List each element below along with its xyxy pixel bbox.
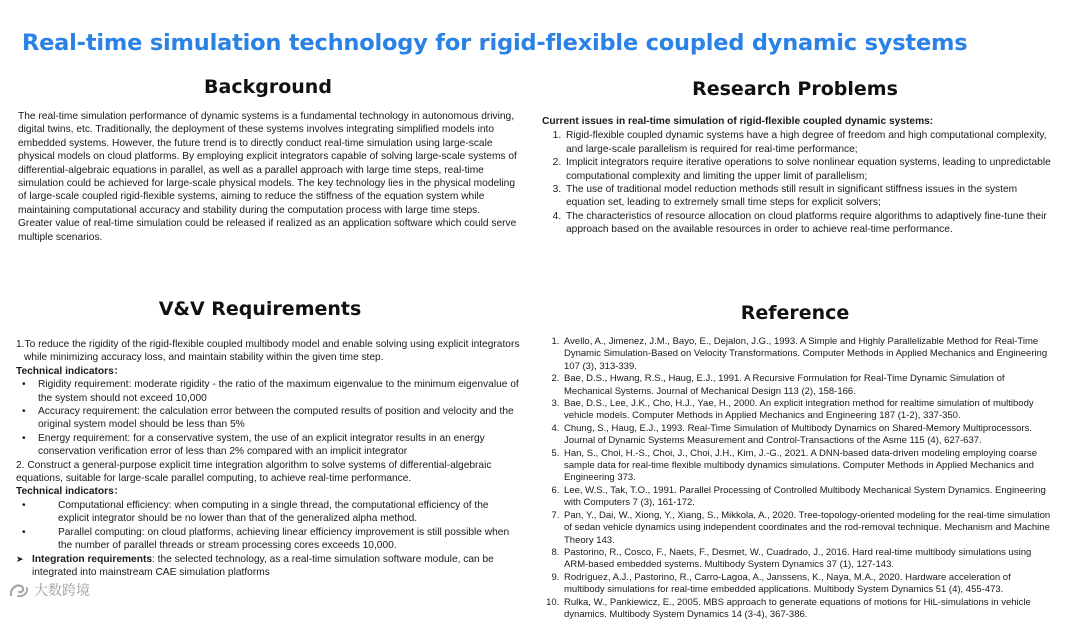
background-paragraph-2: Greater value of real-time simulation could be released if realized as an application software which could serve multiple scenarios. <box>18 218 517 243</box>
vv-heading: V&V Requirements <box>158 298 362 320</box>
reference-item: 2. Bae, D.S., Hwang, R.S., Haug, E.J., 1991. A Recursive Formulation for Real-Time Dynamic Simulation of Mechanical Systems. Journal of Mechanical Design 113 (2), 158-166. <box>562 373 1052 398</box>
list-item: • Energy requirement: for a conservative system, the use of an explicit integrator results in an energy conservation verification error of less than 2% compared with an implicit integrator <box>38 432 522 459</box>
list-item: • Rigidity requirement: moderate rigidity - the ratio of the maximum eigenvalue to the minimum eigenvalue of the system should not exceed 10,000 <box>38 378 522 405</box>
reference-item: 6. Lee, W.S., Tak, T.O., 1991. Parallel Processing of Controlled Multibody Mechanical System Dynamics. Engineering with Computers 7 (3), 161-172. <box>562 485 1052 510</box>
list-item: 4. The characteristics of resource allocation on cloud platforms require algorithms to adaptively fine-tune their approach based on the available resources in order to achieve real-time performance. <box>564 210 1052 237</box>
page-title: Real-time simulation technology for rigid-flexible coupled dynamic systems <box>22 30 968 56</box>
integration-requirements <box>16 553 522 580</box>
brand-swirl-icon <box>8 581 30 599</box>
reference-heading: Reference <box>740 302 850 324</box>
list-item: 3. The use of traditional model reduction methods still result in significant stiffness issues in the system equation set, leading to extremely small time steps for explicit solvers; <box>564 183 1052 210</box>
research-problems-heading: Research Problems <box>692 78 898 100</box>
reference-item: 7. Pan, Y., Dai, W., Xiong, Y., Xiang, S., Mikkola, A., 2020. Tree-topology-oriented modeling for the real-time simulation of sedan vehicle dynamics using independent coordinates and the rod-removal technique. Mechanism and Machine Theory 143. <box>562 510 1052 547</box>
integration-text: : the selected technology, as a real-time simulation software module, can be integrated into mainstream CAE simulation platforms <box>32 553 494 578</box>
arrow-bullet-icon: ➤ <box>16 553 24 564</box>
background-section <box>18 110 520 244</box>
reference-section <box>540 336 1052 621</box>
reference-item: 1. Avello, A., Jimenez, J.M., Bayo, E., Dejalon, J.G., 1993. A Simple and Highly Parallelizable Method for Real-Time Dynamic Simulation-Based on Velocity Transformations. Computer Methods in Applied Mechanics and Engineering 107 (3), 313-339. <box>562 336 1052 373</box>
background-heading: Background <box>204 76 332 98</box>
list-item: 2. Implicit integrators require iterative operations to solve nonlinear equation systems, leading to unpredictable computational complexity and limiting the upper limit of parallelism; <box>564 156 1052 183</box>
list-item: • Parallel computing: on cloud platforms, achieving linear efficiency improvement is still possible when the number of parallel threads or stream processing cores exceeds 10,000. <box>58 526 522 553</box>
background-paragraph: The real-time simulation performance of dynamic systems is a fundamental technology in autonomous driving, digital twins, etc. Traditionally, the deployment of these systems involves integrating simplified models into embedded systems. However, the future trend is to directly conduct real-time simulation using large-scale physical models on cloud platforms. By employing explicit integrators capable of solving large-scale systems of differential-algebraic equations in parallel, as well as a parallel approach with large time steps, real-time simulation could be achieved for large-scale physical models. The key technology lies in the physical modeling of large-scale coupled rigid-flexible systems, aiming to reduce the stiffness of the equation system while maintaining computational accuracy and stability during the computation process with large time steps. <box>18 111 517 216</box>
list-item: 1. Rigid-flexible coupled dynamic systems have a high degree of freedom and high computational complexity, and large-scale parallelism is required for real-time performance; <box>564 129 1052 156</box>
footer-logo <box>8 580 90 600</box>
reference-list <box>540 336 1052 621</box>
logo-text: 大数跨境 <box>34 583 90 599</box>
reference-item: 8. Pastorino, R., Cosco, F., Naets, F., Desmet, W., Cuadrado, J., 2016. Hard real-time multibody simulations using ARM-based embedded systems. Multibody System Dynamics 37 (1), 127-143. <box>562 547 1052 572</box>
technical-indicators-label-2: Technical indicators： <box>16 486 124 498</box>
reference-item: 10. Rulka, W., Pankiewicz, E., 2005. MBS approach to generate equations of motions for HiL-simulations in vehicle dynamics. Multibody System Dynamics 14 (3-4), 367-386. <box>562 597 1052 621</box>
list-item: • Computational efficiency: when computing in a single thread, the computational efficiency of the explicit integrator should be no lower than that of the generalized alpha method. <box>58 499 522 526</box>
indicators-list-1 <box>16 378 522 458</box>
reference-item: 5. Han, S., Choi, H.-S., Choi, J., Choi, J.H., Kim, J.-G., 2021. A DNN-based data-driven modeling employing coarse sample data for real-time flexible multibody dynamics simulations. Computer Methods in Applied Mechanics and Engineering 373. <box>562 448 1052 485</box>
vv-requirement-1: 1.To reduce the rigidity of the rigid-flexible coupled multibody model and enable solving using explicit integrators while minimizing accuracy loss, and maintain stability within the given time step. <box>16 339 520 364</box>
reference-item: 4. Chung, S., Haug, E.J., 1993. Real-Time Simulation of Multibody Dynamics on Shared-Memory Multiprocessors. Journal of Dynamic Systems Measurement and Control-Transactions of the Asme 115 (4), 627-637. <box>562 423 1052 448</box>
reference-item: 3. Bae, D.S., Lee, J.K., Cho, H.J., Yae, H., 2000. An explicit integration method for realtime simulation of multibody vehicle models. Computer Methods in Applied Mechanics and Engineering 187 (1-2), 337-350. <box>562 398 1052 423</box>
list-item: • Accuracy requirement: the calculation error between the computed results of position and velocity and the original system model should be less than 5% <box>38 405 522 432</box>
research-problems-list <box>542 129 1052 236</box>
research-problems-section <box>542 115 1052 237</box>
vv-requirement-2: 2. Construct a general-purpose explicit time integration algorithm to solve systems of differential-algebraic equations, suitable for large-scale parallel computing, to achieve real-time performance. <box>16 459 492 485</box>
research-problems-intro: Current issues in real-time simulation of rigid-flexible coupled dynamic systems: <box>542 116 934 127</box>
reference-item: 9. Rodríguez, A.J., Pastorino, R., Carro-Lagoa, A., Janssens, K., Naya, M.A., 2020. Hardware acceleration of multibody simulations for real-time embedded applications. Multibody System Dynamics 51 (4), 455-473. <box>562 572 1052 597</box>
integration-label: Integration requirements <box>32 553 153 565</box>
vv-section <box>16 338 522 579</box>
indicators-list-2 <box>16 499 522 553</box>
technical-indicators-label-1: Technical indicators： <box>16 365 124 377</box>
